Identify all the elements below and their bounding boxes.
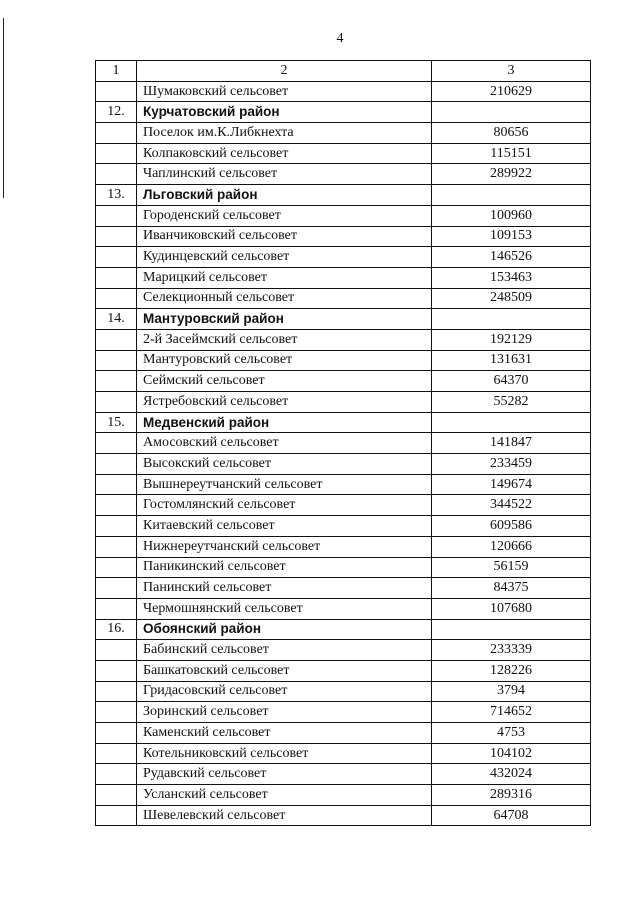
settlement-name: Шумаковский сельсовет <box>137 81 432 102</box>
settlement-value: 115151 <box>432 143 591 164</box>
district-row <box>96 309 591 330</box>
table-row <box>96 474 591 495</box>
settlement-name: Высокский сельсовет <box>137 454 432 475</box>
settlement-value: 149674 <box>432 474 591 495</box>
header-col-2: 2 <box>137 61 432 82</box>
empty-cell <box>96 785 137 806</box>
empty-cell <box>96 764 137 785</box>
settlement-name: Мантуровский сельсовет <box>137 350 432 371</box>
empty-cell <box>96 226 137 247</box>
settlement-value: 128226 <box>432 660 591 681</box>
table-row <box>96 578 591 599</box>
settlement-value: 107680 <box>432 598 591 619</box>
settlement-value: 55282 <box>432 392 591 413</box>
empty-cell <box>96 164 137 185</box>
table-row <box>96 123 591 144</box>
empty-cell <box>96 474 137 495</box>
table-row <box>96 702 591 723</box>
table-row <box>96 660 591 681</box>
settlement-value: 289316 <box>432 785 591 806</box>
table-row <box>96 371 591 392</box>
settlement-value: 432024 <box>432 764 591 785</box>
settlement-name: Чаплинский сельсовет <box>137 164 432 185</box>
district-row <box>96 102 591 123</box>
settlement-name: Марицкий сельсовет <box>137 267 432 288</box>
table-row <box>96 516 591 537</box>
settlement-value: 248509 <box>432 288 591 309</box>
empty-cell <box>96 516 137 537</box>
empty-cell <box>96 329 137 350</box>
header-col-3: 3 <box>432 61 591 82</box>
settlement-name: Нижнереутчанский сельсовет <box>137 536 432 557</box>
table-row <box>96 495 591 516</box>
district-row <box>96 412 591 433</box>
empty-cell <box>96 743 137 764</box>
district-row <box>96 619 591 640</box>
row-number: 12. <box>96 102 137 123</box>
settlement-name: Чермошнянский сельсовет <box>137 598 432 619</box>
empty-cell <box>432 619 591 640</box>
settlement-name: Рудавский сельсовет <box>137 764 432 785</box>
table-row <box>96 785 591 806</box>
table-row <box>96 454 591 475</box>
empty-cell <box>96 143 137 164</box>
table-row <box>96 226 591 247</box>
header-col-1: 1 <box>96 61 137 82</box>
settlement-name: Котельниковский сельсовет <box>137 743 432 764</box>
settlement-name: Поселок им.К.Либкнехта <box>137 123 432 144</box>
settlement-value: 233459 <box>432 454 591 475</box>
settlement-value: 344522 <box>432 495 591 516</box>
empty-cell <box>96 805 137 826</box>
settlement-value: 120666 <box>432 536 591 557</box>
empty-cell <box>96 350 137 371</box>
table-row <box>96 640 591 661</box>
settlement-value: 80656 <box>432 123 591 144</box>
settlement-name: Сеймский сельсовет <box>137 371 432 392</box>
table-row <box>96 392 591 413</box>
empty-cell <box>432 309 591 330</box>
settlement-name: Шевелевский сельсовет <box>137 805 432 826</box>
settlement-name: Бабинский сельсовет <box>137 640 432 661</box>
settlement-value: 3794 <box>432 681 591 702</box>
empty-cell <box>96 371 137 392</box>
table-row <box>96 557 591 578</box>
empty-cell <box>96 660 137 681</box>
table-row <box>96 247 591 268</box>
settlement-name: Гостомлянский сельсовет <box>137 495 432 516</box>
settlement-name: Каменский сельсовет <box>137 723 432 744</box>
settlement-value: 84375 <box>432 578 591 599</box>
row-number: 16. <box>96 619 137 640</box>
table-row <box>96 723 591 744</box>
page-number: 4 <box>336 31 344 46</box>
table-row <box>96 329 591 350</box>
settlement-value: 153463 <box>432 267 591 288</box>
settlement-value: 100960 <box>432 205 591 226</box>
settlement-name: Китаевский сельсовет <box>137 516 432 537</box>
settlement-value: 109153 <box>432 226 591 247</box>
settlement-name: Ястребовский сельсовет <box>137 392 432 413</box>
empty-cell <box>96 454 137 475</box>
settlement-value: 64370 <box>432 371 591 392</box>
table-row <box>96 350 591 371</box>
table-row <box>96 743 591 764</box>
table-row <box>96 598 591 619</box>
settlement-value: 131631 <box>432 350 591 371</box>
settlement-value: 64708 <box>432 805 591 826</box>
settlement-name: Усланский сельсовет <box>137 785 432 806</box>
empty-cell <box>432 102 591 123</box>
table-row <box>96 81 591 102</box>
settlement-value: 56159 <box>432 557 591 578</box>
district-name: Медвенский район <box>137 412 432 433</box>
table-row <box>96 764 591 785</box>
empty-cell <box>96 267 137 288</box>
empty-cell <box>96 702 137 723</box>
table-row <box>96 681 591 702</box>
empty-cell <box>96 578 137 599</box>
settlement-name: Зоринский сельсовет <box>137 702 432 723</box>
settlement-value: 141847 <box>432 433 591 454</box>
district-row <box>96 185 591 206</box>
district-name: Мантуровский район <box>137 309 432 330</box>
settlement-value: 192129 <box>432 329 591 350</box>
district-name: Льговский район <box>137 185 432 206</box>
settlement-name: 2-й Засеймский сельсовет <box>137 329 432 350</box>
settlement-value: 104102 <box>432 743 591 764</box>
settlement-name: Амосовский сельсовет <box>137 433 432 454</box>
settlement-name: Паникинский сельсовет <box>137 557 432 578</box>
district-name: Обоянский район <box>137 619 432 640</box>
empty-cell <box>96 640 137 661</box>
empty-cell <box>96 433 137 454</box>
settlement-value: 289922 <box>432 164 591 185</box>
header-row <box>96 61 591 82</box>
empty-cell <box>96 681 137 702</box>
table-row <box>96 164 591 185</box>
empty-cell <box>96 205 137 226</box>
empty-cell <box>96 123 137 144</box>
settlement-value: 233339 <box>432 640 591 661</box>
settlement-value: 146526 <box>432 247 591 268</box>
table-row <box>96 267 591 288</box>
empty-cell <box>96 723 137 744</box>
table-row <box>96 433 591 454</box>
empty-cell <box>96 392 137 413</box>
district-name: Курчатовский район <box>137 102 432 123</box>
settlement-value: 714652 <box>432 702 591 723</box>
empty-cell <box>96 495 137 516</box>
settlement-name: Кудинцевский сельсовет <box>137 247 432 268</box>
settlement-value: 609586 <box>432 516 591 537</box>
settlement-value: 4753 <box>432 723 591 744</box>
empty-cell <box>96 288 137 309</box>
empty-cell <box>96 557 137 578</box>
settlement-name: Гридасовский сельсовет <box>137 681 432 702</box>
empty-cell <box>96 536 137 557</box>
empty-cell <box>432 185 591 206</box>
empty-cell <box>96 81 137 102</box>
empty-cell <box>432 412 591 433</box>
table-row <box>96 143 591 164</box>
empty-cell <box>96 247 137 268</box>
settlement-name: Башкатовский сельсовет <box>137 660 432 681</box>
settlement-name: Иванчиковский сельсовет <box>137 226 432 247</box>
row-number: 14. <box>96 309 137 330</box>
table-row <box>96 205 591 226</box>
table-row <box>96 536 591 557</box>
settlement-name: Панинский сельсовет <box>137 578 432 599</box>
settlement-name: Городенский сельсовет <box>137 205 432 226</box>
settlement-name: Колпаковский сельсовет <box>137 143 432 164</box>
row-number: 13. <box>96 185 137 206</box>
data-table <box>95 60 591 826</box>
settlement-name: Вышнереутчанский сельсовет <box>137 474 432 495</box>
settlement-value: 210629 <box>432 81 591 102</box>
settlement-name: Селекционный сельсовет <box>137 288 432 309</box>
row-number: 15. <box>96 412 137 433</box>
table-row <box>96 288 591 309</box>
empty-cell <box>96 598 137 619</box>
table-row <box>96 805 591 826</box>
